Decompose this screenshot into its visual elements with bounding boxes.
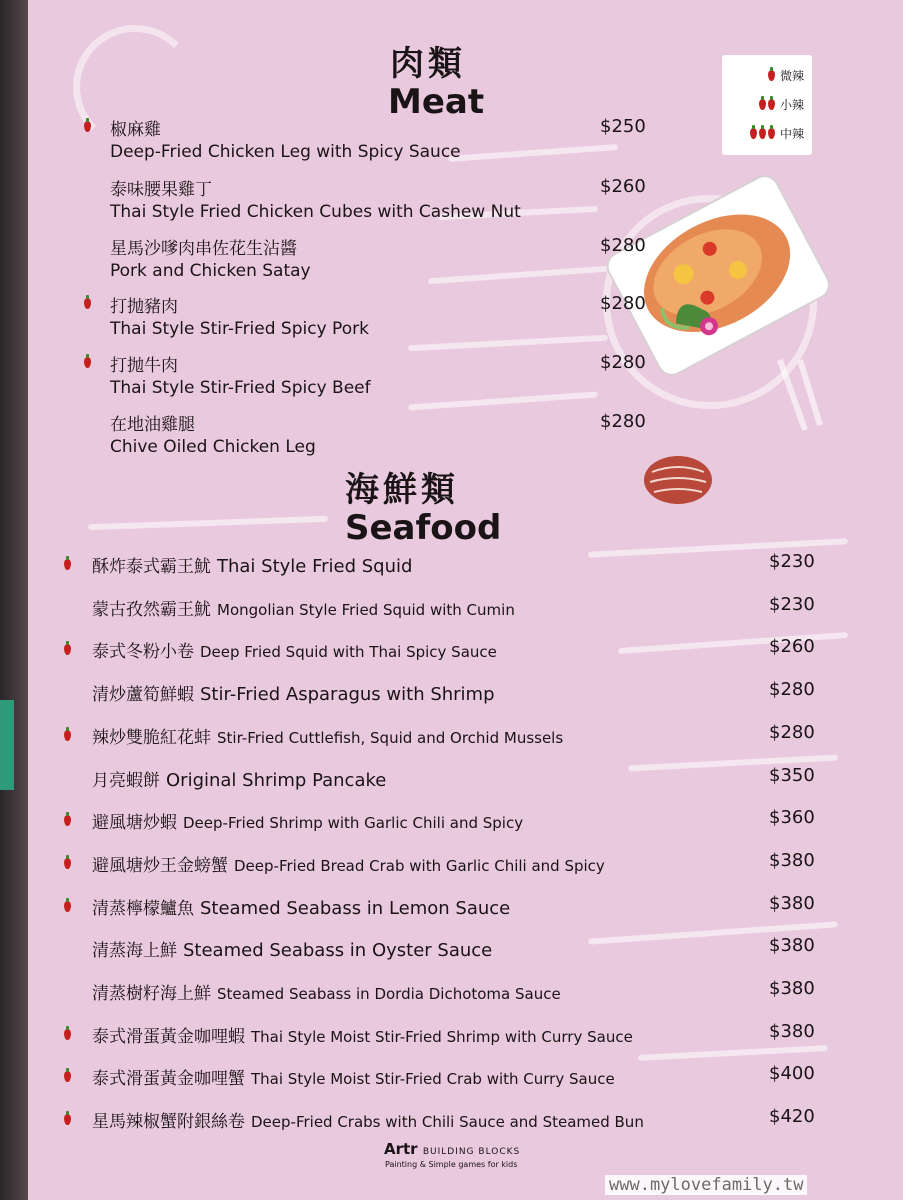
dish-price: $380 [769,892,815,914]
seafood-menu-item [92,552,752,577]
footer-brand [384,1140,520,1158]
meat-menu-item [110,234,590,281]
dish-name-en: Thai Style Moist Stir-Fried Shrimp with Curry Sauce [251,1027,633,1046]
legend-label-mild: 微辣 [779,69,804,83]
decorative-dessert-illustration [640,450,720,510]
seafood-menu-item [92,680,752,705]
website-watermark: www.mylovefamily.tw [605,1175,807,1195]
dish-name-zh: 泰味腰果雞丁 [110,180,212,200]
dish-price: $380 [769,1020,815,1042]
dish-price: $230 [769,593,815,615]
dish-name-en: Stir-Fried Asparagus with Shrimp [200,684,495,706]
dish-name-zh: 清炒蘆筍鮮蝦 [92,685,194,706]
dish-name-zh: 泰式滑蛋黃金咖哩蝦 [92,1026,245,1047]
chili-pepper-icon [768,128,775,139]
book-binding-strip [0,700,14,790]
dish-name-en: Steamed Seabass in Lemon Sauce [200,897,511,919]
seafood-menu-item [92,766,752,791]
dish-price: $380 [769,849,815,871]
dish-name-zh: 星馬沙嗲肉串佐花生沾醬 [110,239,297,259]
seafood-menu-item [92,595,752,620]
chili-pepper-icon [64,901,71,912]
dish-name-en: Deep-Fried Chicken Leg with Spicy Sauce [110,142,461,162]
legend-label-small: 小辣 [779,98,804,112]
chili-pepper-icon [64,1029,71,1040]
dish-name-zh: 辣炒雙脆紅花蚌 [92,727,211,748]
dish-name-zh: 月亮蝦餅 [92,770,160,791]
dish-name-en: Stir-Fried Cuttlefish, Squid and Orchid Mussels [217,728,564,747]
dish-name-zh: 清蒸樹籽海上鮮 [92,984,211,1004]
dish-name-zh: 泰式滑蛋黃金咖哩蟹 [92,1069,245,1090]
dish-price: $280 [769,679,815,701]
seafood-menu-item [92,851,752,876]
dish-price: $260 [600,176,646,197]
legend-row-small [759,96,804,113]
dish-price: $280 [600,235,646,256]
dish-name-zh: 打抛牛肉 [110,356,178,376]
dish-price: $280 [600,352,646,373]
footer-tagline: Painting & Simple games for kids [385,1160,518,1169]
dish-name-en: Deep-Fried Shrimp with Garlic Chili and Spicy [183,814,524,833]
legend-row-mild [768,67,804,84]
chili-pepper-icon [759,99,766,110]
meat-menu-item [110,292,590,339]
dish-price: $350 [769,764,815,786]
dish-name-zh: 泰式冬粉小卷 [92,642,194,663]
dish-price: $280 [600,293,646,314]
meat-title-zh: 肉類 [390,44,466,84]
dish-price: $400 [769,1063,815,1085]
dish-name-zh: 蒙古孜然霸王魷 [92,599,211,620]
seafood-title-zh: 海鮮類 [345,470,459,510]
dish-price: $380 [769,935,815,957]
dish-name-en: Mongolian Style Fried Squid with Cumin [217,600,515,619]
dish-name-zh: 酥炸泰式霸王魷 [92,557,211,577]
seafood-menu-item [92,979,752,1004]
seafood-menu-item [92,723,752,748]
spice-level-legend [722,55,812,155]
dish-name-en: Steamed Seabass in Oyster Sauce [183,940,493,962]
dish-name-zh: 椒麻雞 [110,120,161,140]
dish-name-en: Deep Fried Squid with Thai Spicy Sauce [200,643,497,662]
dish-name-en: Pork and Chicken Satay [110,261,311,281]
dish-name-en: Steamed Seabass in Dordia Dichotoma Sauce [217,985,561,1003]
dish-name-zh: 避風塘炒王金螃蟹 [92,855,228,876]
seafood-menu-item [92,1107,752,1132]
dish-price: $420 [769,1106,815,1128]
dish-price: $360 [769,807,815,829]
book-binding-edge [0,0,30,1200]
dish-name-en: Thai Style Moist Stir-Fried Crab with Curry Sauce [251,1070,615,1089]
chili-pepper-icon [768,70,775,81]
dish-name-en: Deep-Fried Crabs with Chili Sauce and Steamed Bun [251,1113,644,1132]
dish-price: $260 [769,636,815,658]
dish-name-en: Original Shrimp Pancake [166,769,387,791]
dish-name-en: Deep-Fried Bread Crab with Garlic Chili and Spicy [234,856,605,875]
chili-pepper-icon [750,128,757,139]
legend-label-medium: 中辣 [779,127,804,141]
seafood-title-en: Seafood [345,508,502,548]
dish-name-zh: 在地油雞腿 [110,415,195,435]
dish-price: $280 [769,721,815,743]
legend-row-medium [750,125,804,142]
dish-name-zh: 清蒸檸檬鱸魚 [92,898,194,919]
decorative-stroke [638,1045,828,1061]
dish-name-zh: 清蒸海上鮮 [92,941,177,962]
dish-price: $250 [600,116,646,137]
dish-name-en: Thai Style Fried Chicken Cubes with Cashew Nut [110,202,521,222]
decorative-stroke [88,516,328,530]
dish-name-zh: 避風塘炒蝦 [92,813,177,834]
dish-price: $380 [769,978,815,999]
dish-price: $280 [600,411,646,432]
seafood-menu-item [92,808,752,833]
meat-title-en: Meat [388,82,485,122]
seafood-menu-item [92,894,752,919]
brand-subtitle: BUILDING BLOCKS [422,1147,521,1157]
meat-menu-item [110,410,590,457]
chili-pepper-icon [768,99,775,110]
dish-name-en: Thai Style Fried Squid [217,556,413,577]
dish-name-zh: 星馬辣椒蟹附銀絲卷 [92,1112,245,1133]
brand-name: Artr [384,1140,418,1158]
dish-name-en: Chive Oiled Chicken Leg [110,437,316,457]
dish-price: $230 [769,551,815,572]
seafood-menu-item [92,1064,752,1089]
meat-menu-item [110,351,590,398]
dish-name-en: Thai Style Stir-Fried Spicy Pork [110,319,369,339]
meat-menu-item [110,115,590,162]
seafood-menu-item [92,1022,752,1047]
chili-pepper-icon [759,128,766,139]
dish-name-zh: 打抛豬肉 [110,297,178,317]
meat-menu-item [110,175,590,222]
seafood-menu-item [92,637,752,662]
dish-name-en: Thai Style Stir-Fried Spicy Beef [110,378,371,398]
seafood-menu-item [92,936,752,961]
